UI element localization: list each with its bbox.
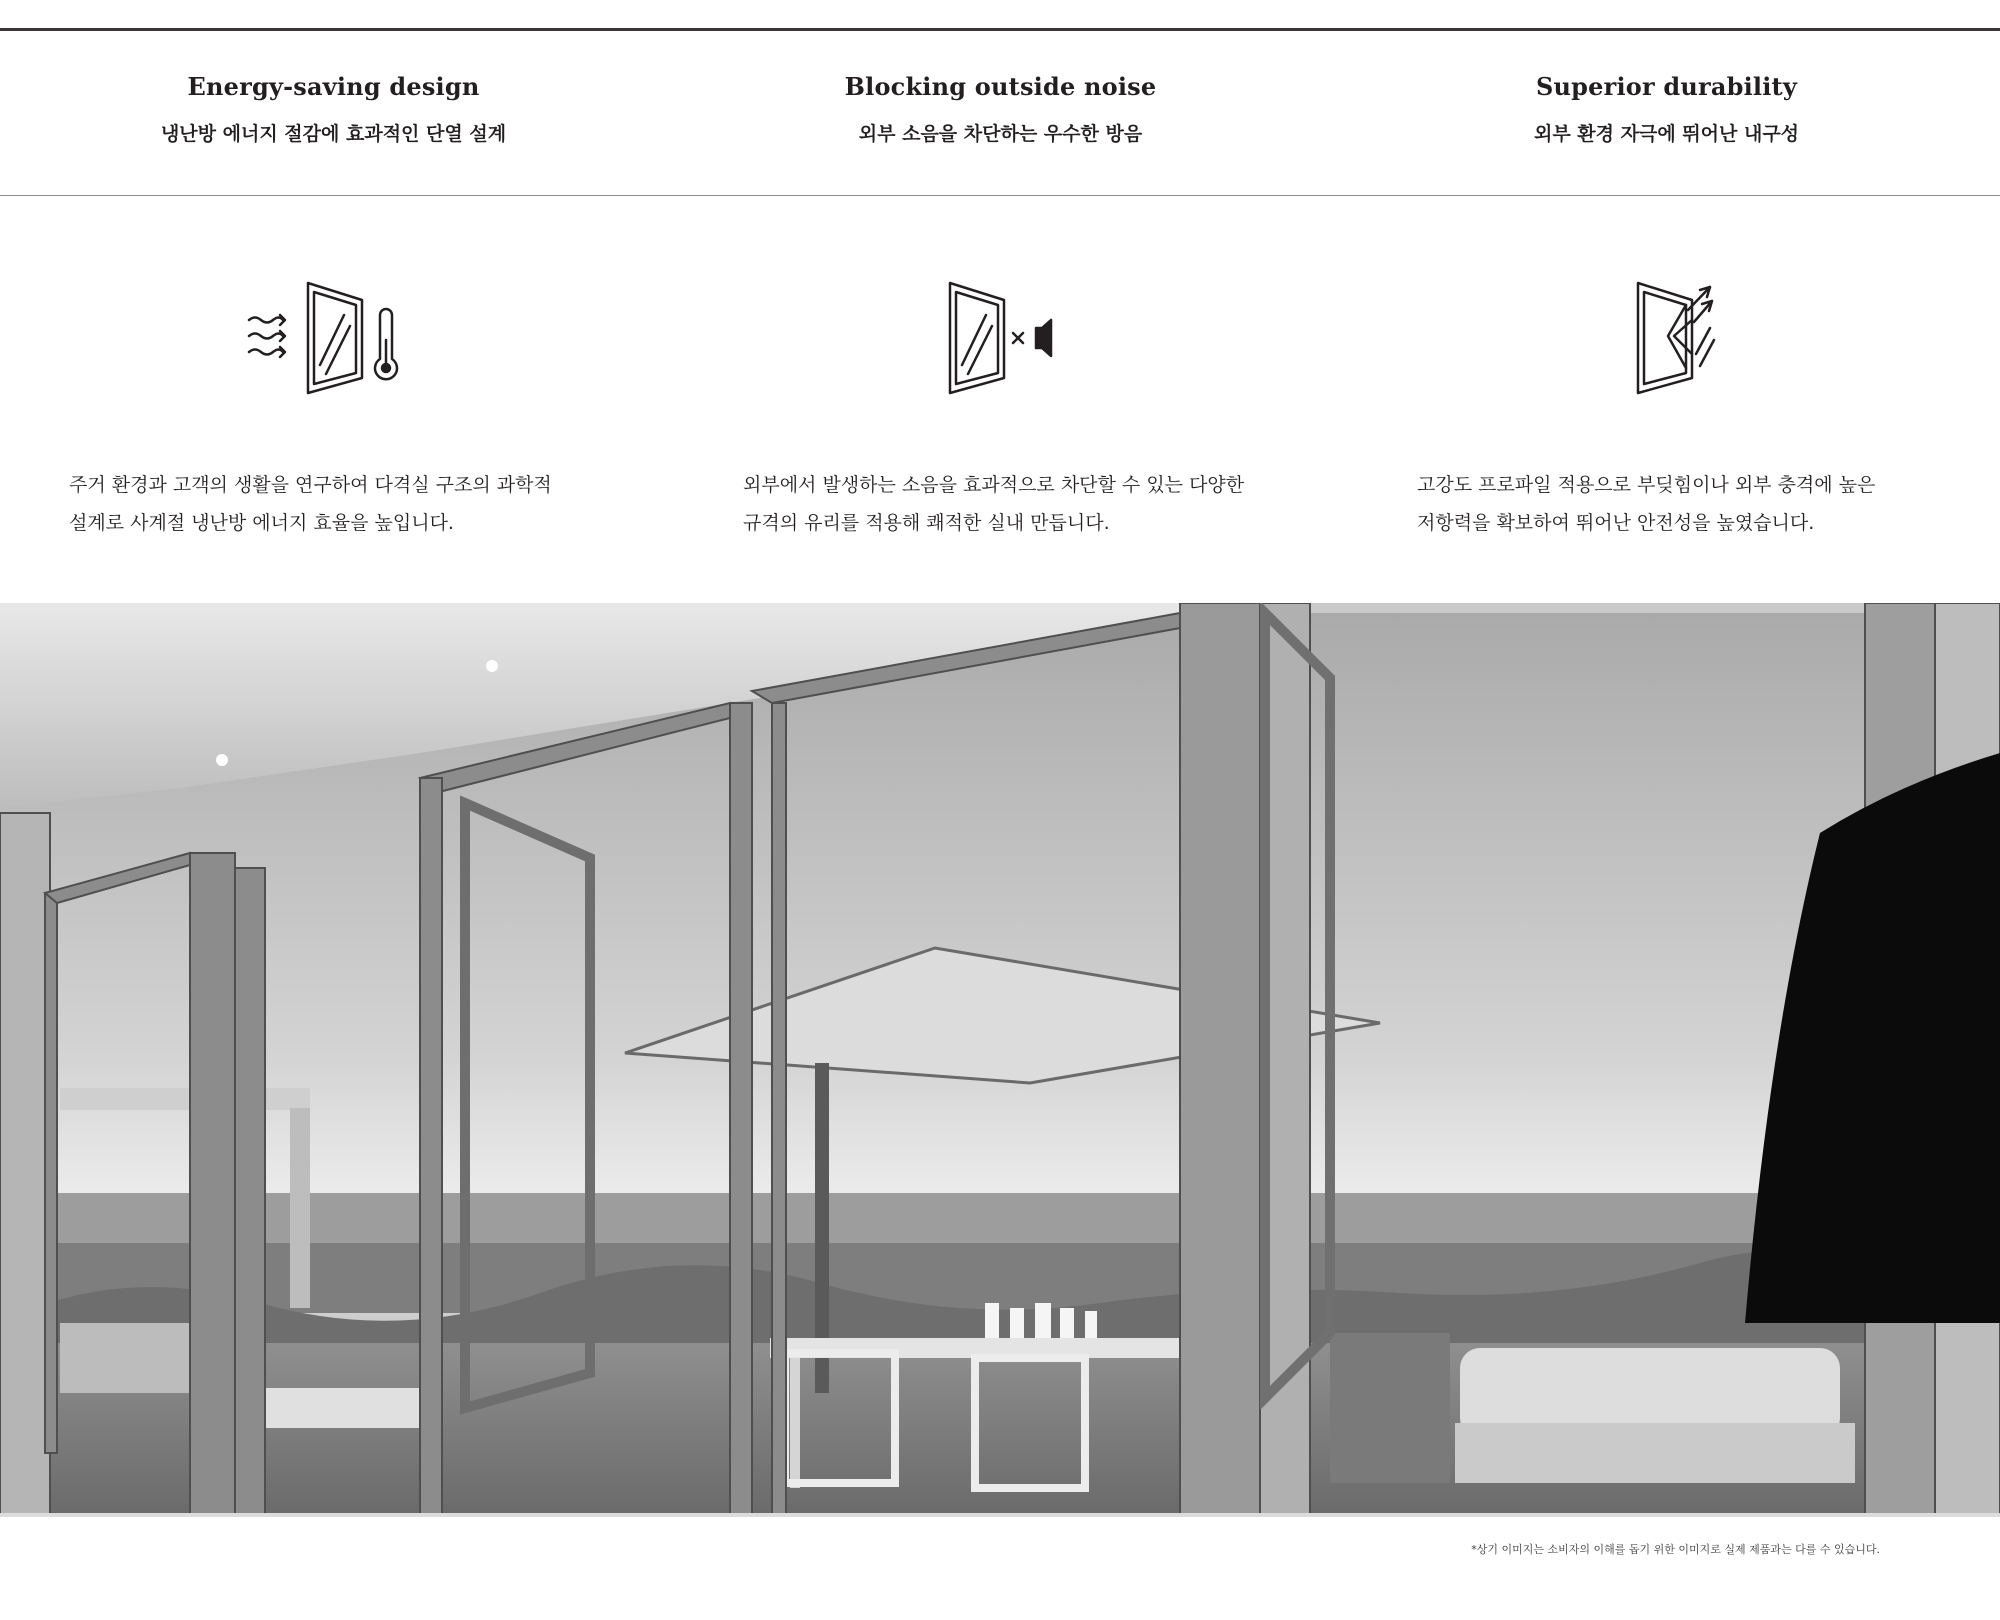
description-line: 고강도 프로파일 적용으로 부딪힘이나 외부 충격에 높은 [1417,474,1876,496]
section-divider [0,195,2000,196]
feature-title: Energy-saving design [187,72,480,101]
image-disclaimer: *상기 이미지는 소비자의 이해를 돕기 위한 이미지로 실제 제품과는 다를 수 있습니다. [1471,1543,1880,1556]
description-line: 외부에서 발생하는 소음을 효과적으로 차단할 수 있는 다양한 [743,474,1245,496]
feature-description-durability [1417,466,1977,542]
window-soundproof-icon [920,270,1080,410]
description-line: 주거 환경과 고객의 생활을 연구하여 다격실 구조의 과학적 [69,474,552,496]
feature-subtitle: 냉난방 에너지 절감에 효과적인 단열 설계 [160,123,507,145]
feature-subtitle: 외부 소음을 차단하는 우수한 방음 [858,123,1143,145]
description-line: 저항력을 확보하여 뛰어난 안전성을 높였습니다. [1417,512,1815,534]
feature-header-energy [0,72,667,146]
window-insulation-icon [246,270,406,410]
description-line: 설계로 사계절 냉난방 에너지 효율을 높입니다. [69,512,454,534]
feature-header-noise [667,72,1334,146]
description-line: 규격의 유리를 적용해 쾌적한 실내 만듭니다. [743,512,1110,534]
feature-description-noise [743,466,1303,542]
feature-title: Blocking outside noise [844,72,1157,101]
top-divider [0,28,2000,31]
feature-description-energy [69,466,629,542]
window-durability-icon [1596,270,1756,410]
feature-subtitle: 외부 환경 자극에 뛰어난 내구성 [1533,123,1800,145]
feature-header-durability [1333,72,2000,146]
interior-terrace-photo [0,603,2000,1517]
feature-title: Superior durability [1536,72,1797,101]
